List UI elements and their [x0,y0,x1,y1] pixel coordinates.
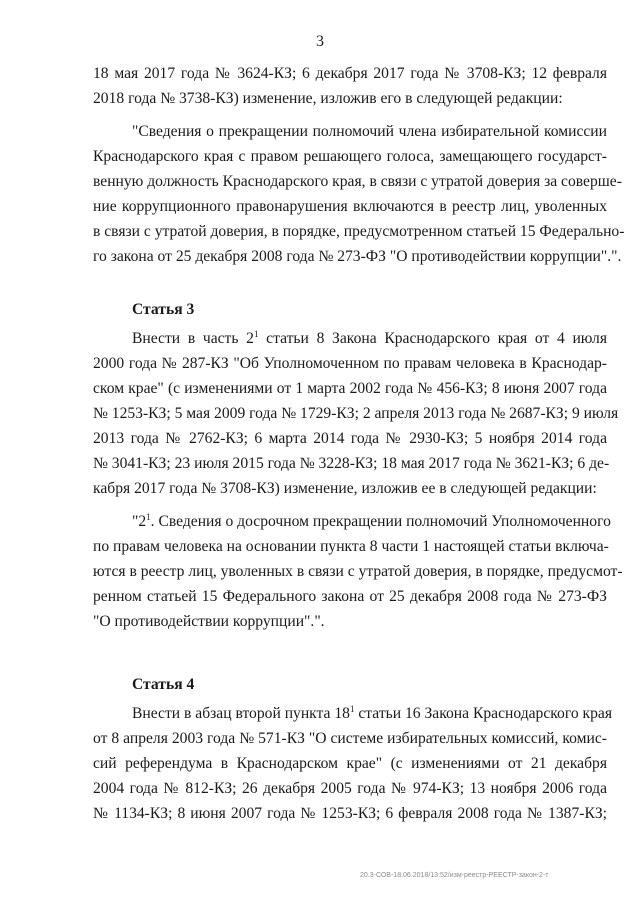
text-line: го закона от 25 декабря 2008 года № 273-ФЗ "О противодействии коррупции".". [93,248,622,265]
text-line: ние коррупционного правонарушения включаются в реестр лиц, уволенных [93,198,607,215]
text-line: венную должность Краснодарского края, в связи с утратой доверия за соверше- [93,173,622,190]
text-line: сий референдума в Краснодарском крае" (с изменениями от 21 декабря [93,755,607,772]
article-heading: Статья 4 [132,676,195,693]
article-heading: Статья 3 [132,301,195,318]
text-line: 18 мая 2017 года № 3624-КЗ; 6 декабря 2017 года № 3708-КЗ; 12 февраля [93,65,607,82]
text-line: ренном статьей 15 Федерального закона от 25 декабря 2008 года № 273-ФЗ [93,588,607,605]
text-line: № 1134-КЗ; 8 июня 2007 года № 1253-КЗ; 6 февраля 2008 года № 1387-КЗ; [93,805,607,822]
text-line: 2000 года № 287-КЗ "Об Уполномоченном по правам человека в Краснодар- [93,355,607,372]
text-line: кабря 2017 года № 3708-КЗ) изменение, изложив ее в следующей редакции: [93,480,597,497]
text-line: Внести в абзац второй пункта $18^1$ статьи 16 Закона Краснодарского края [132,704,613,722]
text-line: ском крае" (с изменениями от 1 марта 2002 года № 456-КЗ; 8 июня 2007 года [93,380,607,397]
text-line: "Сведения о прекращении полномочий члена избирательной комиссии [132,123,607,140]
text-line: № 1253-КЗ; 5 мая 2009 года № 1729-КЗ; 2 апреля 2013 года № 2687-КЗ; 9 июля [93,405,619,422]
text-line: Внести в часть $2^1$ статьи 8 Закона Краснодарского края от 4 июля [132,329,608,347]
text-line: ются в реестр лиц, уволенных в связи с утратой доверия, в порядке, предусмот- [93,563,623,580]
footer-note: 20.3-СОВ-18.06.2018/13:52/изм-реестр-РЕЕСТР-закон-2-т [360,872,549,879]
superscript: 1 [146,512,151,522]
superscript: 1 [349,704,355,714]
text-line: от 8 апреля 2003 года № 571-КЗ "О системе избирательных комиссий, комис- [93,730,607,747]
text-line: в связи с утратой доверия, в порядке, предусмотренном статьей 15 Федерально- [93,223,625,240]
text-line: по правам человека на основании пункта 8 части 1 настоящей статьи включа- [93,538,609,555]
text-line: № 3041-КЗ; 23 июля 2015 года № 3228-КЗ; 18 мая 2017 года № 3621-КЗ; 6 де- [93,455,610,472]
text-line: "О противодействии коррупции".". [93,613,325,630]
superscript: 1 [253,329,259,339]
page-number: 3 [316,33,324,50]
text-line: 2018 года № 3738-КЗ) изменение, изложив его в следующей редакции: [93,90,563,107]
text-line: 2013 года № 2762-КЗ; 6 марта 2014 года № 2930-КЗ; 5 ноября 2014 года [93,430,607,447]
text-line: Краснодарского края с правом решающего голоса, замещающего государст- [93,148,607,165]
text-line: "$2^1$. Сведения о досрочном прекращении полномочий Уполномоченного [132,512,611,530]
text-line: 2004 года № 812-КЗ; 26 декабря 2005 года № 974-КЗ; 13 ноября 2006 года [93,780,607,797]
